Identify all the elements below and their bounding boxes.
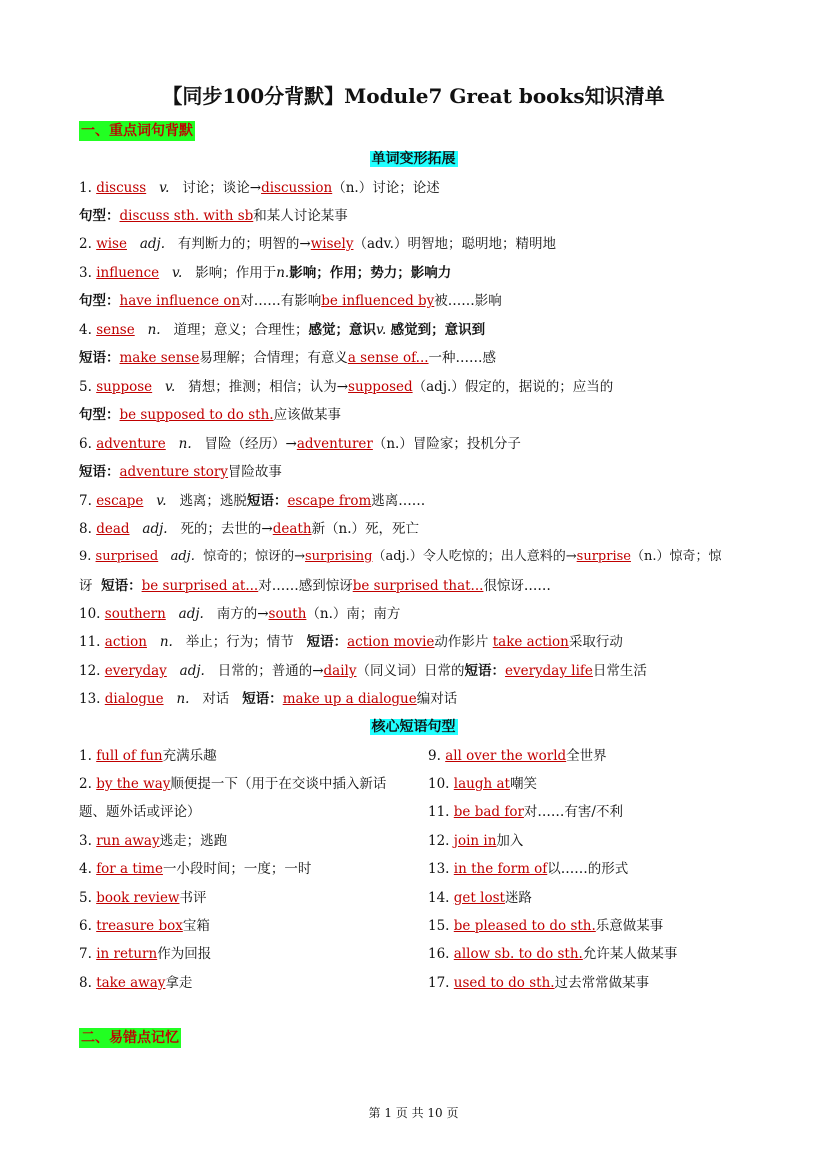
phrase-item: 17. used to do sth.过去常常做某事 [428,975,650,991]
section-heading-error-prone: 二、易错点记忆 [81,1030,179,1046]
phrase-line-adventure: 短语：adventure story冒险故事 [79,464,282,480]
word-line-wise: 2. wise adj. 有判断力的；明智的→wisely（adv.）明智地；聪明地；精明地 [79,236,556,252]
word-line-influence: 3. influence v. 影响；作用于n.影响；作用；势力；影响力 [79,265,452,281]
word-line-sense: 4. sense n. 道理；意义；合理性；感觉；意识v. 感觉到；意识到 [79,322,486,338]
phrase-item: 10. laugh at嘲笑 [428,776,537,792]
phrase-item: 2. by the way顺便提一下（用于在交谈中插入新话 [79,776,387,792]
phrase-item: 11. be bad for对……有害/不利 [428,804,623,820]
phrase-item: 12. join in加入 [428,833,524,849]
phrase-item: 4. for a time一小段时间；一度；一时 [79,861,312,877]
phrase-item: 14. get lost迷路 [428,890,532,906]
section-heading-key-words: 一、重点词句背默 [81,123,193,139]
word-line-dialogue: 13. dialogue n. 对话 短语：make up a dialogue编对话 [79,691,458,707]
phrase-item: 16. allow sb. to do sth.允许某人做某事 [428,946,678,962]
phrase-item: 15. be pleased to do sth.乐意做某事 [428,918,664,934]
phrase-line-sense: 短语：make sense易理解；合情理；有意义a sense of...一种……感 [79,350,497,366]
pattern-line-suppose: 句型：be supposed to do sth.应该做某事 [79,407,342,423]
word-line-everyday: 12. everyday adj. 日常的；普通的→daily（同义词）日常的短语：everyday life日常生活 [79,663,647,679]
phrase-item: 7. in return作为回报 [79,946,212,962]
word-line-adventure: 6. adventure n. 冒险（经历）→adventurer（n.）冒险家；投机分子 [79,436,521,452]
pattern-line-discuss: 句型：discuss sth. with sb和某人讨论某事 [79,208,348,224]
word-line-dead: 8. dead adj. 死的；去世的→death新（n.）死，死亡 [79,521,420,537]
phrase-item: 6. treasure box宝箱 [79,918,210,934]
page-footer: 第 1 页 共 10 页 [368,1106,459,1120]
phrase-item: 3. run away逃走；逃跑 [79,833,228,849]
phrase-item: 5. book review书评 [79,890,207,906]
pattern-line-influence: 句型：have influence on对……有影响be influenced by被……影响 [79,293,502,309]
word-line-action: 11. action n. 举止；行为；情节 短语：action movie动作影片 take action采取行动 [79,634,623,650]
subheading-core-phrases: 核心短语句型 [371,719,456,735]
word-line-southern: 10. southern adj. 南方的→south（n.）南；南方 [79,606,401,622]
phrase-line-surprised: 讶 短语：be surprised at...对……感到惊讶be surprised that...很惊讶…… [79,578,551,594]
word-line-surprised: 9. surprised adj. 惊奇的；惊讶的→surprising（adj.）令人吃惊的；出人意料的→surprise（n.）惊奇；惊 [79,549,722,564]
phrase-item: 1. full of fun充满乐趣 [79,748,217,764]
phrase-item-continued: 题、题外话或评论） [79,804,201,820]
phrase-item: 8. take away拿走 [79,975,193,991]
page-title: 【同步100分背默】Module7 Great books知识清单 [162,84,665,108]
word-line-suppose: 5. suppose v. 猜想；推测；相信；认为→supposed（adj.）假定的，据说的；应当的 [79,379,614,395]
subheading-word-forms: 单词变形拓展 [371,151,456,167]
phrase-item: 9. all over the world全世界 [428,748,607,764]
word-line-discuss: 1. discuss v. 讨论；谈论→discussion（n.）讨论；论述 [79,180,440,196]
word-line-escape: 7. escape v. 逃离；逃脱短语：escape from逃离…… [79,493,426,509]
phrase-item: 13. in the form of以……的形式 [428,861,629,877]
